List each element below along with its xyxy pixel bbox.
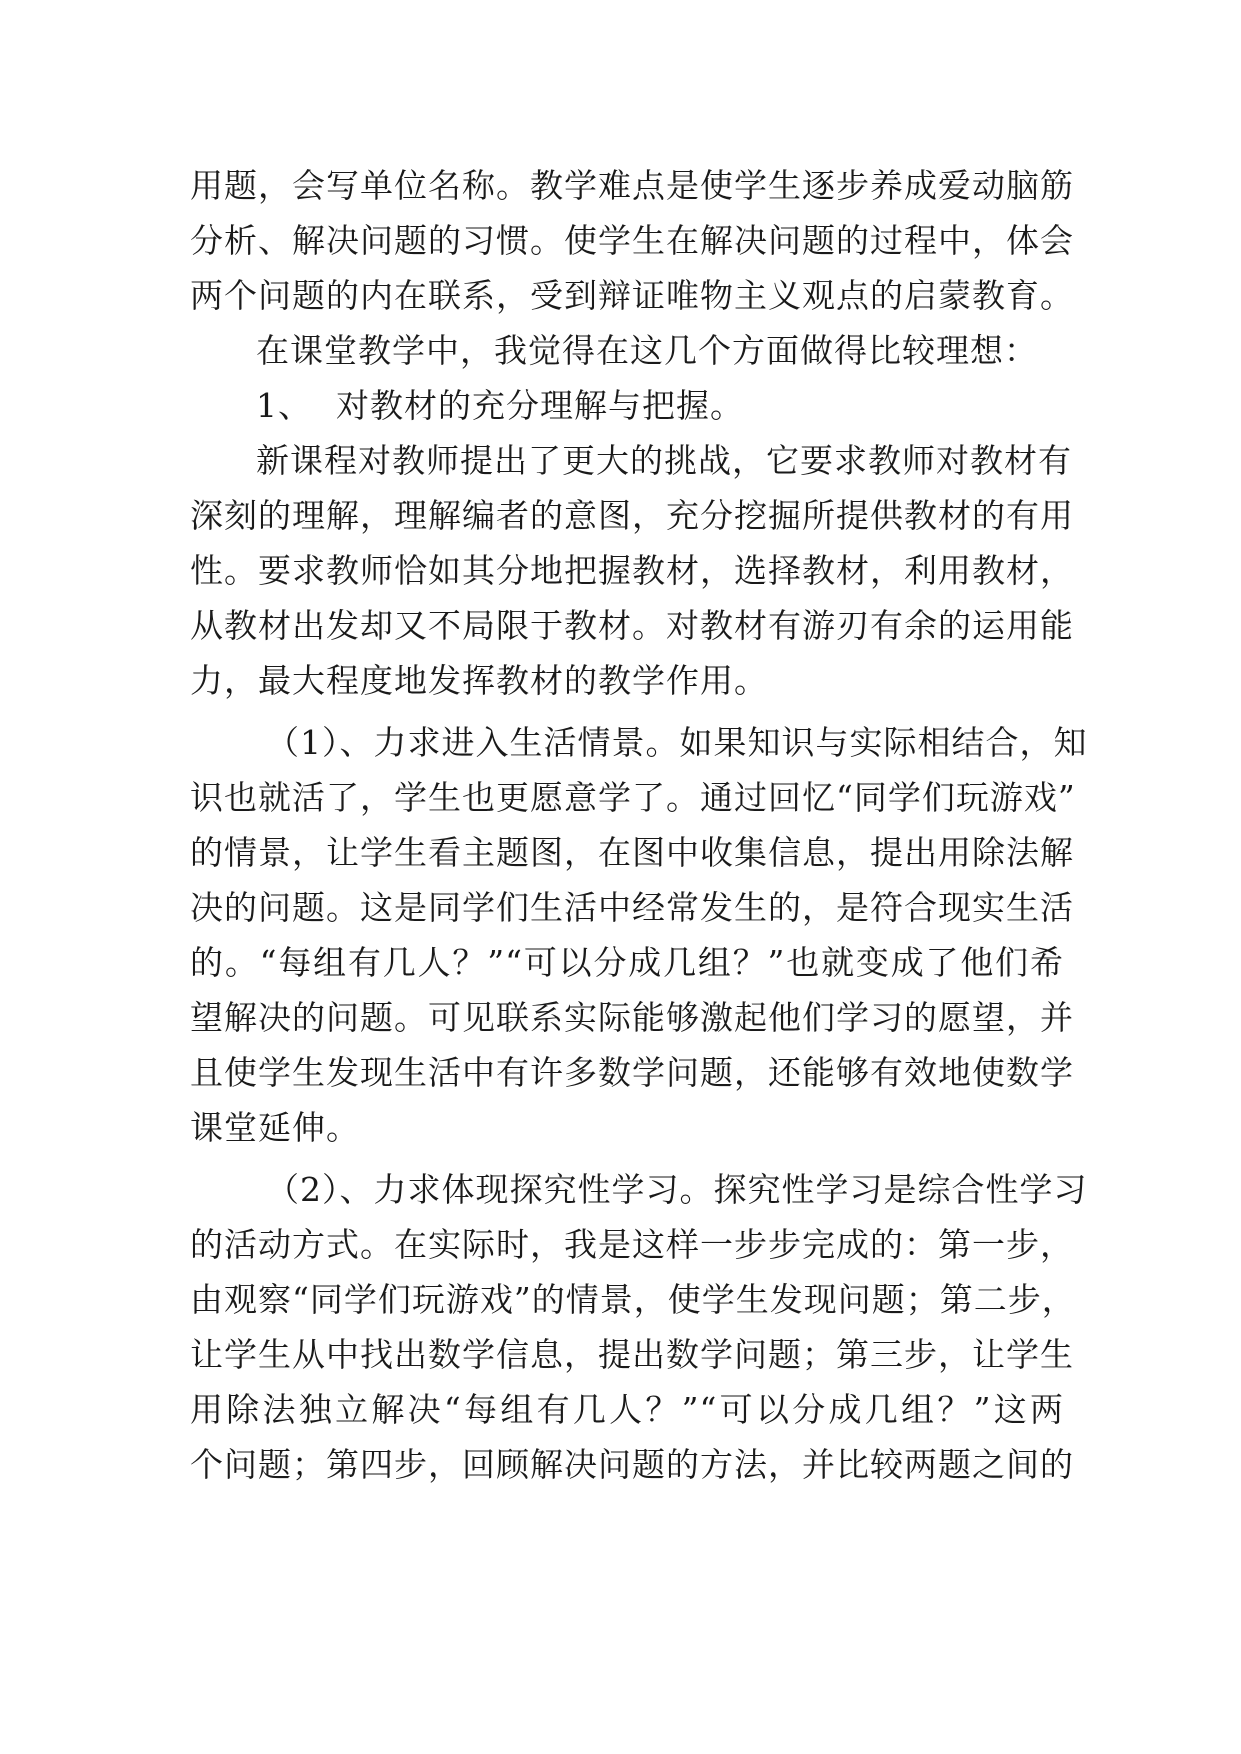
text-line: （1）、力求进入生活情景。如果知识与实际相结合，知 [266, 723, 1088, 762]
text-line: 分析、解决问题的习惯。使学生在解决问题的过程中，体会 [190, 221, 1074, 260]
text-line: 在课堂教学中，我觉得在这几个方面做得比较理想： [256, 331, 1038, 370]
text-line: 力，最大程度地发挥教材的教学作用。 [190, 661, 768, 700]
text-line: 让学生从中找出数学信息，提出数学问题；第三步，让学生 [190, 1335, 1074, 1374]
text-line: （2）、力求体现探究性学习。探究性学习是综合性学习 [266, 1170, 1088, 1209]
text-line: 的活动方式。在实际时，我是这样一步步完成的：第一步， [190, 1225, 1074, 1264]
list-item-text: 对教材的充分理解与把握。 [336, 386, 744, 425]
text-line: 由观察“同学们玩游戏”的情景，使学生发现问题；第二步， [190, 1280, 1076, 1319]
text-line: 用除法独立解决“每组有几人？”“可以分成几组？”这两 [190, 1390, 1064, 1429]
paragraph-new-curriculum [190, 433, 1074, 708]
text-line: 决的问题。这是同学们生活中经常发生的，是符合现实生活 [190, 888, 1074, 927]
text-line: 性。要求教师恰如其分地把握教材，选择教材，利用教材， [190, 551, 1074, 590]
text-line: 用题，会写单位名称。教学难点是使学生逐步养成爱动脑筋 [190, 166, 1074, 205]
paragraph-sub-item-2 [190, 1162, 1088, 1492]
text-line: 从教材出发却又不局限于教材。对教材有游刃有余的运用能 [190, 606, 1074, 645]
text-line: 的。“每组有几人？”“可以分成几组？”也就变成了他们希 [190, 943, 1064, 982]
text-line: 新课程对教师提出了更大的挑战，它要求教师对教材有 [256, 441, 1072, 480]
list-item-1 [190, 378, 1064, 433]
text-line: 望解决的问题。可见联系实际能够激起他们学习的愿望，并 [190, 998, 1074, 1037]
text-line: 且使学生发现生活中有许多数学问题，还能够有效地使数学 [190, 1053, 1074, 1092]
paragraph-intro-continued [190, 158, 1074, 323]
text-line: 两个问题的内在联系，受到辩证唯物主义观点的启蒙教育。 [190, 276, 1074, 315]
document-page [190, 158, 1088, 1492]
text-line: 识也就活了，学生也更愿意学了。通过回忆“同学们玩游戏” [190, 778, 1076, 817]
text-line: 的情景，让学生看主题图，在图中收集信息，提出用除法解 [190, 833, 1074, 872]
list-number: 1、 [256, 386, 312, 425]
paragraph-ideal-aspects [190, 323, 1064, 378]
paragraph-sub-item-1 [190, 715, 1088, 1155]
text-line: 深刻的理解，理解编者的意图，充分挖掘所提供教材的有用 [190, 496, 1074, 535]
text-line: 个问题；第四步，回顾解决问题的方法，并比较两题之间的 [190, 1445, 1074, 1484]
text-line: 课堂延伸。 [190, 1108, 360, 1147]
